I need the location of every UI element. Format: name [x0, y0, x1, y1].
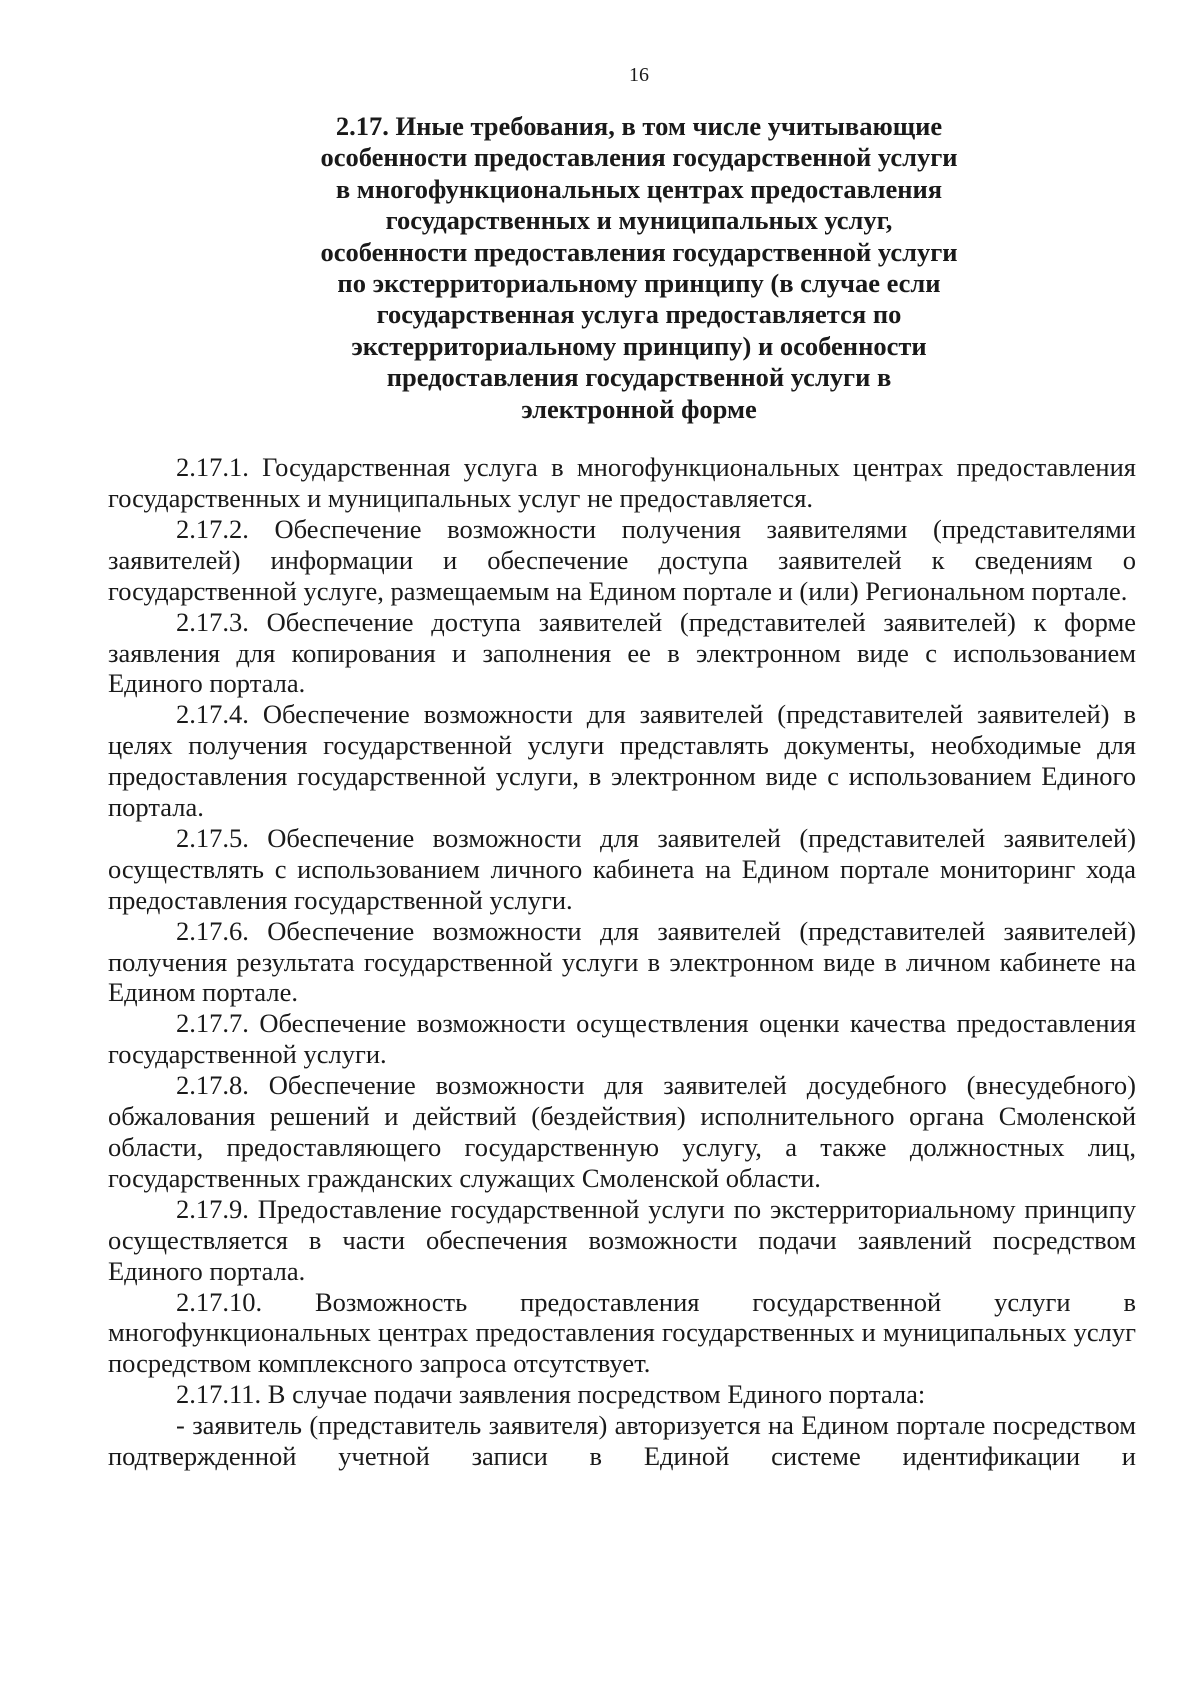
paragraph-list-item: - заявитель (представитель заявителя) авторизуется на Едином портале посредством подтвержденной учетной записи в Единой системе идентификации и [108, 1410, 1136, 1472]
paragraph-2-17-5: 2.17.5. Обеспечение возможности для заявителей (представителей заявителей) осуществлять с использованием личного кабинета на Едином портале мониторинг хода предоставления государственной услуги. [108, 822, 1136, 915]
heading-line: по экстерриториальному принципу (в случае если [337, 268, 941, 299]
heading-line: экстерриториальному принципу) и особенности [351, 330, 927, 361]
heading-line: 2.17. Иные требования, в том числе учитывающие [335, 111, 943, 141]
paragraph-2-17-4: 2.17.4. Обеспечение возможности для заявителей (представителей заявителей) в целях получения государственной услуги представлять документы, необходимые для предоставления государственной услуги, в электронном виде с использованием Единого портала. [108, 699, 1136, 823]
paragraph-2-17-3: 2.17.3. Обеспечение доступа заявителей (представителей заявителей) к форме заявления для копирования и заполнения ее в электронном виде с использованием Единого портала. [108, 606, 1136, 699]
paragraph-2-17-11: 2.17.11. В случае подачи заявления посредством Единого портала: [176, 1379, 926, 1410]
heading-line: особенности предоставления государственной услуги [320, 142, 958, 173]
paragraph-2-17-2: 2.17.2. Обеспечение возможности получения заявителями (представителями заявителей) информации и обеспечение доступа заявителей к сведениям о государственной услуге, размещаемым на Едином портале и (или) Региональном портале. [108, 513, 1136, 606]
body-text [108, 452, 1136, 1472]
paragraph-2-17-10: 2.17.10. Возможность предоставления государственной услуги в многофункциональных центрах предоставления государственных и муниципальных услуг посредством комплексного запроса отсутствует. [108, 1286, 1136, 1379]
heading-line: особенности предоставления государственной услуги [320, 236, 958, 267]
paragraph-2-17-7: 2.17.7. Обеспечение возможности осуществления оценки качества предоставления государственной услуги. [108, 1008, 1136, 1070]
heading-line: предоставления государственной услуги в [386, 362, 892, 393]
heading-line: электронной форме [521, 393, 757, 424]
section-heading [108, 111, 1136, 425]
paragraph-2-17-8: 2.17.8. Обеспечение возможности для заявителей досудебного (внесудебного) обжалования решений и действий (бездействия) исполнительного органа Смоленской области, предоставляющего государственную услугу, а также должностных лиц, государственных гражданских служащих Смоленской области. [108, 1070, 1136, 1193]
heading-line: в многофункциональных центрах предоставления [335, 173, 943, 204]
paragraph-2-17-1: 2.17.1. Государственная услуга в многофункциональных центрах предоставления государственных и муниципальных услуг не предоставляется. [108, 452, 1136, 513]
page-number: 16 [629, 64, 649, 86]
paragraph-2-17-9: 2.17.9. Предоставление государственной услуги по экстерриториальному принципу осуществляется в части обеспечения возможности подачи заявлений посредством Единого портала. [108, 1193, 1136, 1286]
heading-line: государственная услуга предоставляется по [376, 299, 902, 330]
paragraph-2-17-6: 2.17.6. Обеспечение возможности для заявителей (представителей заявителей) получения результата государственной услуги в электронном виде в личном кабинете на Едином портале. [108, 915, 1136, 1008]
heading-line: государственных и муниципальных услуг, [385, 205, 893, 236]
